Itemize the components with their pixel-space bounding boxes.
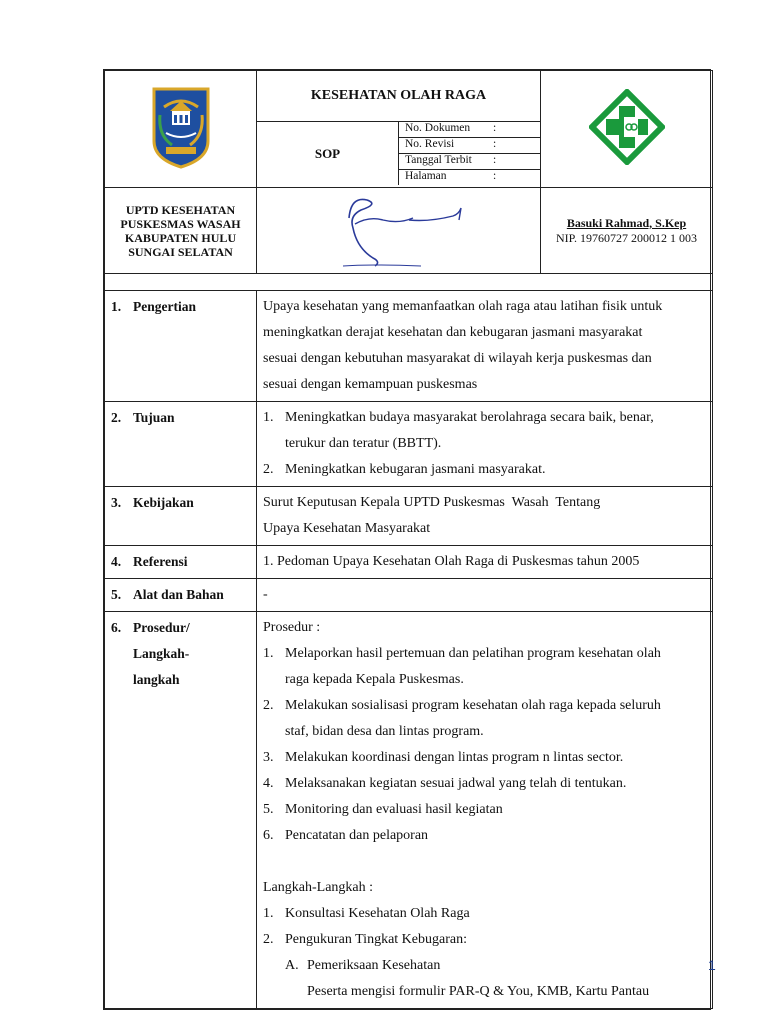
item-line: terukur dan teratur (BBTT). <box>285 436 442 451</box>
content-line: Upaya kesehatan yang memanfaatkan olah raga atau latihan fisik untuk <box>263 299 663 314</box>
signatory-nip: NIP. 19760727 200012 1 003 <box>555 230 697 245</box>
item-number: 2. <box>263 698 274 713</box>
meta-sep-halaman: : <box>487 170 540 186</box>
meta-label-halaman: Halaman <box>399 170 487 186</box>
list-item <box>263 901 706 927</box>
blank-line <box>263 849 706 875</box>
sop-document <box>103 69 711 1010</box>
section-number: 4. <box>111 554 122 569</box>
section-number: 1. <box>111 299 122 314</box>
section-tujuan <box>105 402 713 487</box>
section-number: 2. <box>111 410 122 425</box>
meta-label-no-dokumen: No. Dokumen <box>399 122 487 138</box>
section-label <box>105 579 257 612</box>
content-line: sesuai dengan kebutuhan masyarakat di wilayah kerja puskesmas dan <box>263 351 652 366</box>
section-label <box>105 291 257 402</box>
section-title: Kebijakan <box>133 495 194 510</box>
item-line: Meningkatkan budaya masyarakat berolahraga secara baik, benar, <box>285 410 654 425</box>
list-item <box>263 823 706 849</box>
item-number: 6. <box>263 828 274 843</box>
list-item <box>263 771 706 797</box>
section-content <box>257 402 713 487</box>
page-number: 1 <box>708 957 716 973</box>
section-alat-dan-bahan <box>105 579 713 612</box>
meta-label-tanggal-terbit: Tanggal Terbit <box>399 154 487 170</box>
org-line: UPTD KESEHATAN <box>125 202 236 217</box>
section-pengertian <box>105 291 713 402</box>
handwritten-signature-icon <box>309 188 489 268</box>
item-line: Pengukuran Tingkat Kebugaran: <box>285 932 467 947</box>
section-title: Referensi <box>133 554 188 569</box>
section-prosedur <box>105 612 713 1009</box>
section-title-line: langkah <box>133 672 180 687</box>
signature-cell <box>257 188 541 274</box>
item-number: 1. <box>263 646 274 661</box>
meta-sep-no-revisi: : <box>487 138 540 154</box>
title-block <box>257 71 541 188</box>
sub-list-item <box>263 953 706 979</box>
content-line: Surut Keputusan Kepala UPTD Puskesmas Wasah Tentang <box>263 495 601 510</box>
spacer-row <box>105 274 713 291</box>
section-number: 5. <box>111 587 122 602</box>
item-line: Melakukan sosialisasi program kesehatan olah raga kepada seluruh <box>285 698 661 713</box>
section-content: - <box>257 579 713 612</box>
item-number: 3. <box>263 750 274 765</box>
left-logo-cell <box>105 71 257 188</box>
content-line: sesuai dengan kemampuan puskesmas <box>263 377 478 392</box>
section-content <box>257 291 713 402</box>
organization-name <box>105 188 257 274</box>
item-line: Melakukan koordinasi dengan lintas program n lintas sector. <box>285 750 624 765</box>
prosedur-heading: Prosedur : <box>263 620 321 635</box>
org-line: PUSKESMAS WASAH <box>120 216 241 231</box>
section-title: Prosedur/ <box>133 620 190 635</box>
sop-table <box>104 70 713 1009</box>
org-line: SUNGAI SELATAN <box>128 244 233 259</box>
item-number: 2. <box>263 462 274 477</box>
section-content: 1. Pedoman Upaya Kesehatan Olah Raga di Puskesmas tahun 2005 <box>257 546 713 579</box>
section-label <box>105 612 257 1009</box>
item-line: Monitoring dan evaluasi hasil kegiatan <box>285 802 503 817</box>
item-number: 1. <box>263 906 274 921</box>
section-number: 3. <box>111 495 122 510</box>
item-line: Pencatatan dan pelaporan <box>285 828 429 843</box>
section-title: Pengertian <box>133 299 196 314</box>
section-title: Alat dan Bahan <box>133 587 224 602</box>
item-number: 1. <box>263 410 274 425</box>
list-item <box>263 797 706 823</box>
sop-label: SOP <box>257 122 399 186</box>
right-logo-cell <box>541 71 713 188</box>
list-item <box>263 693 706 745</box>
list-item <box>263 641 706 693</box>
section-content <box>257 487 713 546</box>
langkah-heading: Langkah-Langkah : <box>263 880 374 895</box>
item-line: Melaksanakan kegiatan sesuai jadwal yang telah di tentukan. <box>285 776 627 791</box>
item-number: 5. <box>263 802 274 817</box>
signatory-name: Basuki Rahmad, S.Kep <box>566 215 687 230</box>
section-title-line: Langkah- <box>133 646 190 661</box>
item-line: staf, bidan desa dan lintas program. <box>285 724 484 739</box>
puskesmas-logo-icon <box>589 89 665 165</box>
regional-emblem-icon <box>150 85 212 169</box>
item-line: Konsultasi Kesehatan Olah Raga <box>285 906 470 921</box>
list-item <box>263 927 706 953</box>
meta-sep-tanggal-terbit: : <box>487 154 540 170</box>
meta-label-no-revisi: No. Revisi <box>399 138 487 154</box>
item-line: raga kepada Kepala Puskesmas. <box>285 672 464 687</box>
sub-item-line: Pemeriksaan Kesehatan <box>307 958 441 973</box>
item-number: 4. <box>263 776 274 791</box>
sub-item-description: Peserta mengisi formulir PAR-Q & You, KMB, Kartu Pantau <box>307 984 650 999</box>
section-content <box>257 612 713 1009</box>
section-referensi <box>105 546 713 579</box>
org-line: KABUPATEN HULU <box>124 230 237 245</box>
content-line: Upaya Kesehatan Masyarakat <box>263 521 431 536</box>
list-item <box>263 405 706 457</box>
item-line: Meningkatkan kebugaran jasmani masyarakat. <box>285 462 546 477</box>
section-title: Tujuan <box>133 410 175 425</box>
content-line: meningkatkan derajat kesehatan dan kebugaran jasmani masyarakat <box>263 325 643 340</box>
sub-item-letter: A. <box>285 958 299 973</box>
section-label <box>105 402 257 487</box>
meta-sep-no-dokumen: : <box>487 122 540 138</box>
item-number: 2. <box>263 932 274 947</box>
section-label <box>105 546 257 579</box>
item-line: Melaporkan hasil pertemuan dan pelatihan program kesehatan olah <box>285 646 661 661</box>
signatory-cell <box>541 188 713 274</box>
list-item <box>263 457 706 483</box>
document-title: KESEHATAN OLAH RAGA <box>257 71 540 122</box>
section-number: 6. <box>111 620 122 635</box>
list-item <box>263 745 706 771</box>
section-kebijakan <box>105 487 713 546</box>
section-label <box>105 487 257 546</box>
